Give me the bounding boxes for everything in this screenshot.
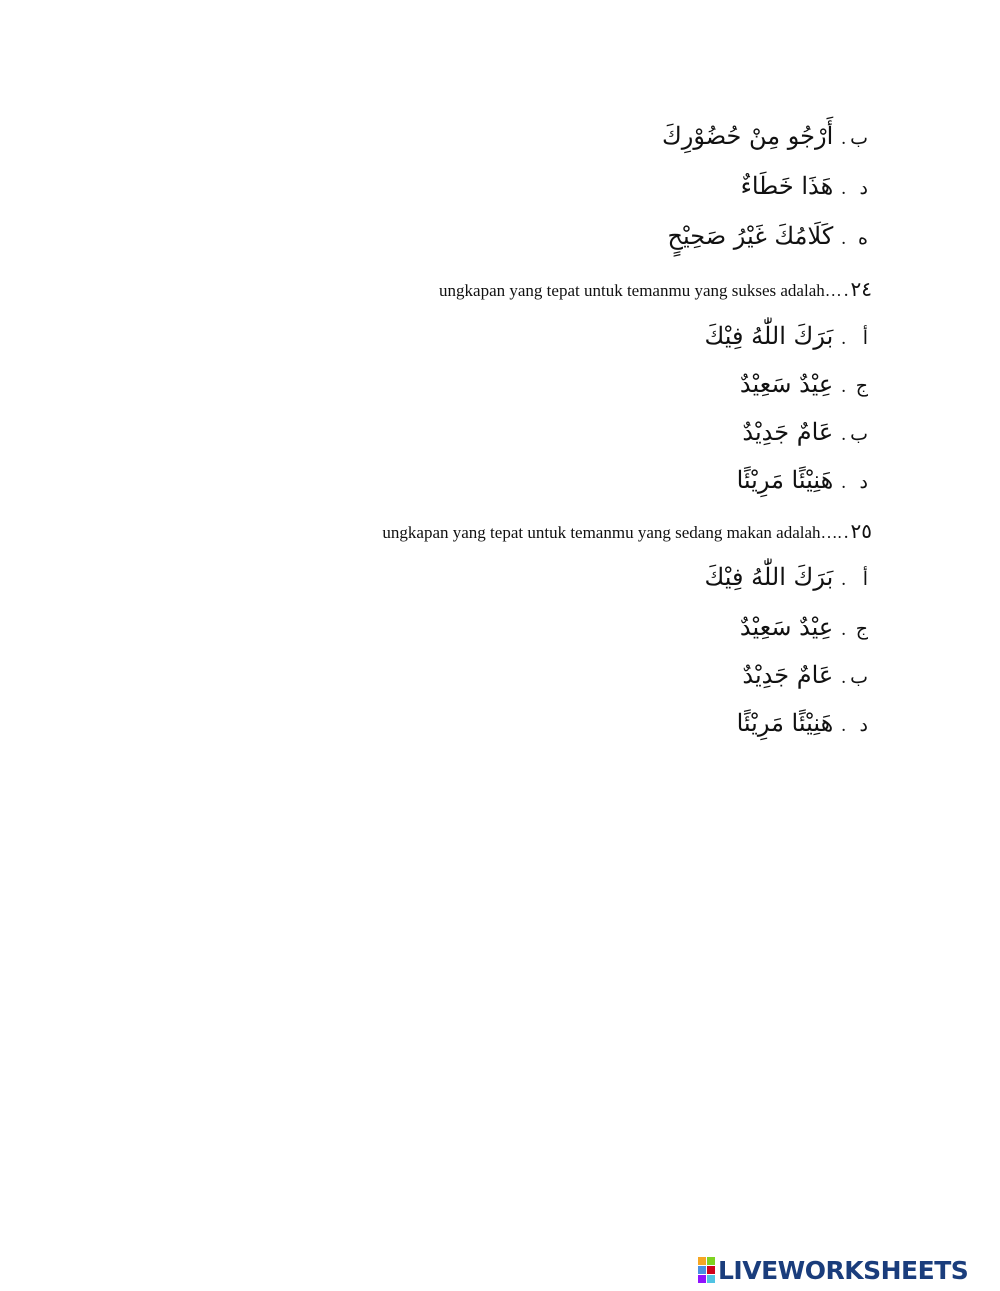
option-b-24: ب . عَامٌ جَدِيْدٌ — [742, 418, 868, 446]
option-b-25: ب . عَامٌ جَدِيْدٌ — [742, 661, 868, 689]
option-text: عِيْدٌ سَعِيْدٌ — [739, 613, 834, 641]
option-letter: ج — [855, 375, 868, 397]
logo-block — [698, 1275, 706, 1283]
logo-block — [707, 1266, 715, 1274]
question-number: ٢٥ — [850, 519, 872, 543]
option-letter: د — [859, 714, 868, 736]
option-letter: أ — [862, 568, 868, 590]
option-letter: ه — [858, 227, 868, 249]
option-b-top: ب . أَرْجُو مِنْ حُضُوْرِكَ — [661, 122, 868, 150]
option-h-top: ه . كَلَامُكَ غَيْرُ صَحِيْحٍ — [667, 222, 868, 250]
option-d-top: د . هَذَا خَطَاءٌ — [740, 172, 868, 200]
option-text: هَنِيْئًا مَرِيْئًا — [736, 466, 834, 494]
option-j-24: ج . عِيْدٌ سَعِيْدٌ — [739, 370, 868, 398]
question-text: ungkapan yang tepat untuk temanmu yang sedang makan adalah…. — [382, 523, 842, 542]
option-text: كَلَامُكَ غَيْرُ صَحِيْحٍ — [667, 222, 834, 250]
option-text: بَرَكَ اللّٰهُ فِيْكَ — [704, 322, 834, 350]
option-letter: ب — [850, 423, 868, 445]
question-number: ٢٤ — [850, 277, 872, 301]
logo-block — [707, 1275, 715, 1283]
logo-text: LIVEWORKSHEETS — [718, 1255, 969, 1285]
option-letter: ب — [850, 127, 868, 149]
option-text: هَذَا خَطَاءٌ — [740, 172, 834, 200]
option-text: عِيْدٌ سَعِيْدٌ — [739, 370, 834, 398]
logo-icon — [698, 1257, 715, 1283]
question-25: ٢٥ . ungkapan yang tepat untuk temanmu yang sedang makan adalah…. — [382, 519, 872, 543]
option-a-24: أ . بَرَكَ اللّٰهُ فِيْكَ — [704, 322, 868, 350]
question-text: ungkapan yang tepat untuk temanmu yang sukses adalah… — [439, 281, 842, 300]
option-letter: د — [859, 177, 868, 199]
option-text: بَرَكَ اللّٰهُ فِيْكَ — [704, 563, 834, 591]
logo-block — [707, 1257, 715, 1265]
liveworksheets-logo — [698, 1256, 968, 1284]
option-text: هَنِيْئًا مَرِيْئًا — [736, 709, 834, 737]
logo-block — [698, 1257, 706, 1265]
option-letter: ج — [855, 618, 868, 640]
question-24: ٢٤ . ungkapan yang tepat untuk temanmu yang sukses adalah… — [439, 277, 872, 301]
option-d-24: د . هَنِيْئًا مَرِيْئًا — [736, 466, 868, 494]
logo-block — [698, 1266, 706, 1274]
option-text: عَامٌ جَدِيْدٌ — [742, 661, 834, 689]
option-d-25: د . هَنِيْئًا مَرِيْئًا — [736, 709, 868, 737]
option-a-25: أ . بَرَكَ اللّٰهُ فِيْكَ — [704, 563, 868, 591]
option-letter: د — [859, 471, 868, 493]
option-letter: ب — [850, 666, 868, 688]
option-text: عَامٌ جَدِيْدٌ — [742, 418, 834, 446]
option-text: أَرْجُو مِنْ حُضُوْرِكَ — [661, 122, 834, 150]
option-letter: أ — [862, 327, 868, 349]
option-j-25: ج . عِيْدٌ سَعِيْدٌ — [739, 613, 868, 641]
